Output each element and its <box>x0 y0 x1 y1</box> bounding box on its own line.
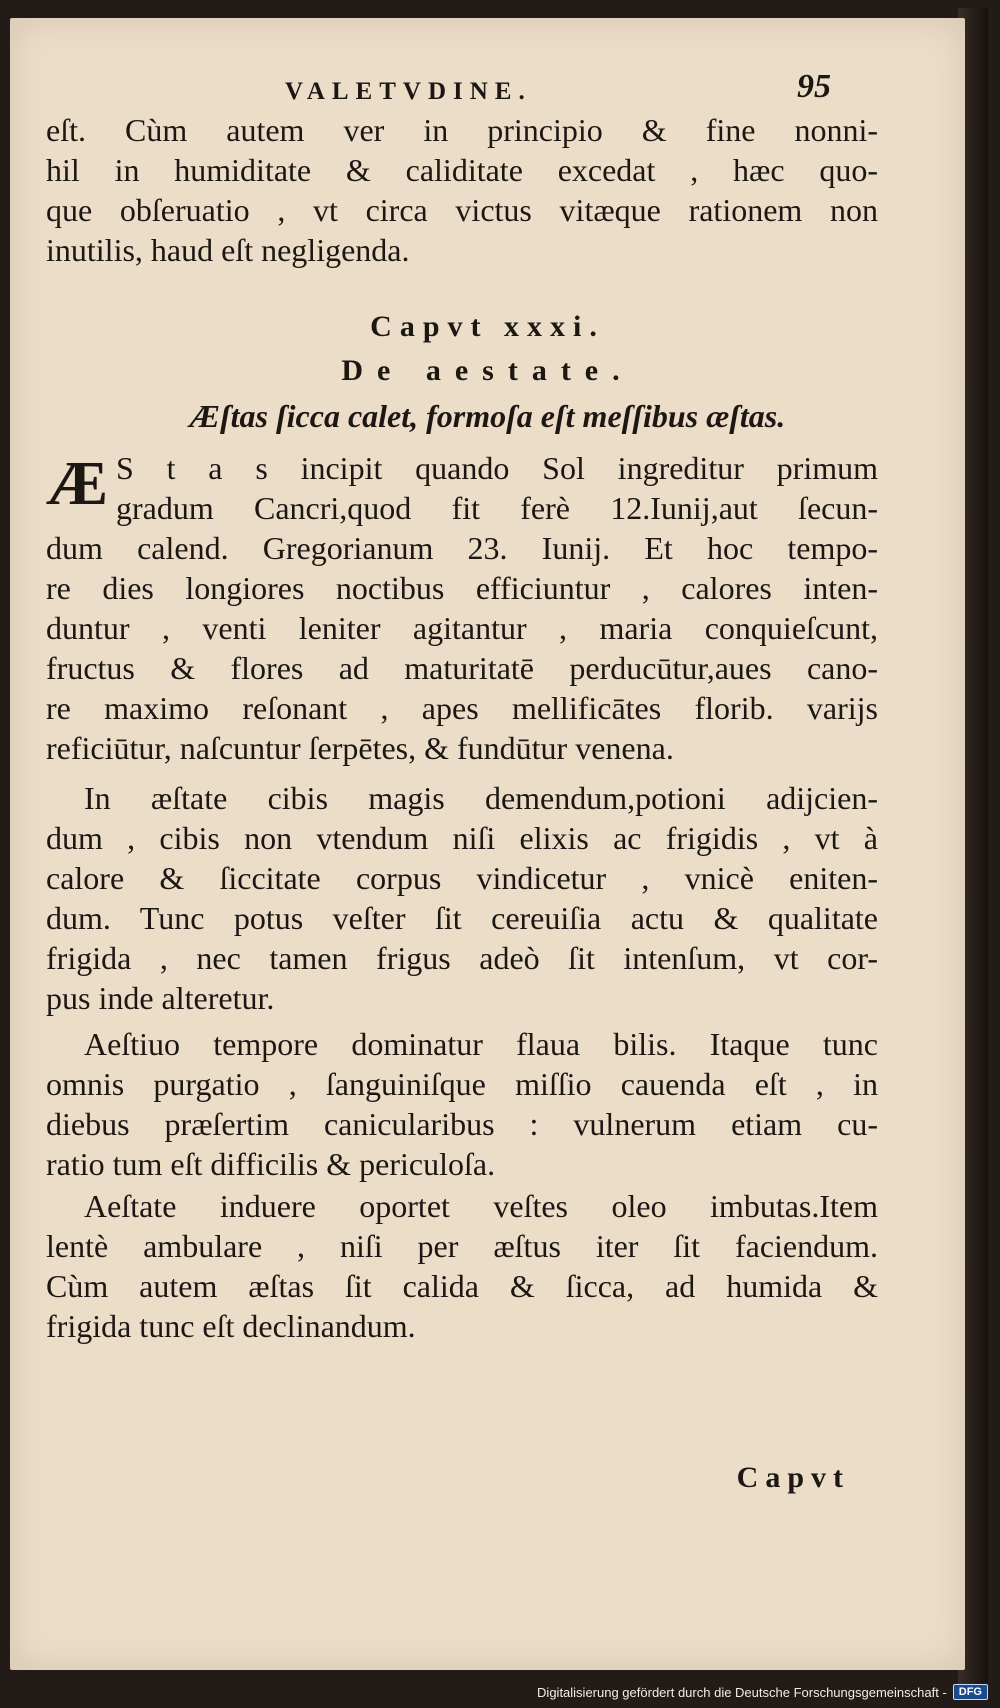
text-line: que obſeruatio , vt circa victus vitæque rationem non <box>46 192 878 228</box>
text-line: S t a s incipit quando Sol ingreditur primum <box>116 450 878 486</box>
text-line: diebus præſertim canicularibus : vulnerum etiam cu- <box>46 1106 878 1142</box>
paragraph-3 <box>46 1024 878 1184</box>
text-line: Cùm autem æſtas ſit calida & ſicca, ad humida & <box>46 1268 878 1304</box>
drop-cap: Æ <box>46 450 108 518</box>
text-line: pus inde alteretur. <box>46 980 275 1016</box>
text-line: dum calend. Gregorianum 23. Iunij. Et hoc tempo- <box>46 530 878 566</box>
text-line: re dies longiores noctibus efficiuntur , calores inten- <box>46 570 878 606</box>
text-line: Aeſtiuo tempore dominatur flaua bilis. Itaque tunc <box>84 1026 878 1062</box>
page-number: 95 <box>797 68 831 105</box>
text-line: dum , cibis non vtendum niſi elixis ac frigidis , vt à <box>46 820 878 856</box>
text-line: In æſtate cibis magis demendum,potioni adijcien- <box>84 780 878 816</box>
digitization-credit <box>537 1684 988 1700</box>
text-line: re maximo reſonant , apes mellificātes florib. varijs <box>46 690 878 726</box>
text-line: omnis purgatio , ſanguiniſque miſſio cauenda eſt , in <box>46 1066 878 1102</box>
text-line: calore & ſiccitate corpus vindicetur , vnicè eniten- <box>46 860 878 896</box>
intro-paragraph <box>46 110 878 270</box>
page-header <box>10 58 965 118</box>
paragraph-2 <box>46 778 878 1018</box>
text-line: frigida tunc eſt declinandum. <box>46 1308 416 1344</box>
chapter-heading: Capvt xxxi. <box>370 310 605 343</box>
catchword: Capvt <box>736 1461 850 1494</box>
text-line: inutilis, haud eſt negligenda. <box>46 232 410 268</box>
book-page <box>10 18 965 1670</box>
text-line: Aeſtate induere oportet veſtes oleo imbutas.Item <box>84 1188 878 1224</box>
chapter-motto: Æſtas ſicca calet, formoſa eſt meſſibus æſtas. <box>189 398 786 434</box>
text-line: dum. Tunc potus veſter ſit cereuiſia actu & qualitate <box>46 900 878 936</box>
text-line: duntur , venti leniter agitantur , maria conquieſcunt, <box>46 610 878 646</box>
dfg-logo-icon[interactable]: DFG <box>953 1684 988 1700</box>
text-line: ratio tum eſt difficilis & periculoſa. <box>46 1146 496 1182</box>
text-line: fructus & flores ad maturitatē perducūtur,aues cano- <box>46 650 878 686</box>
text-line: reficiūtur, naſcuntur ſerpētes, & fundūtur venena. <box>46 730 674 766</box>
paragraph-4 <box>46 1186 878 1346</box>
paragraph-1 <box>46 448 878 768</box>
text-line: lentè ambulare , niſi per æſtus iter ſit faciendum. <box>46 1228 878 1264</box>
text-line: gradum Cancri,quod fit ferè 12.Iunij,aut ſecun- <box>116 490 878 526</box>
chapter-subtitle: De aestate. <box>341 354 634 387</box>
text-line: eſt. Cùm autem ver in principio & fine nonni- <box>46 112 878 148</box>
running-head: VALETVDINE. <box>285 78 532 105</box>
text-line: frigida , nec tamen frigus adeò ſit intenſum, vt cor- <box>46 940 878 976</box>
credit-text: Digitalisierung gefördert durch die Deutsche Forschungsgemeinschaft - <box>537 1684 947 1700</box>
text-line: hil in humiditate & caliditate excedat , hæc quo- <box>46 152 878 188</box>
